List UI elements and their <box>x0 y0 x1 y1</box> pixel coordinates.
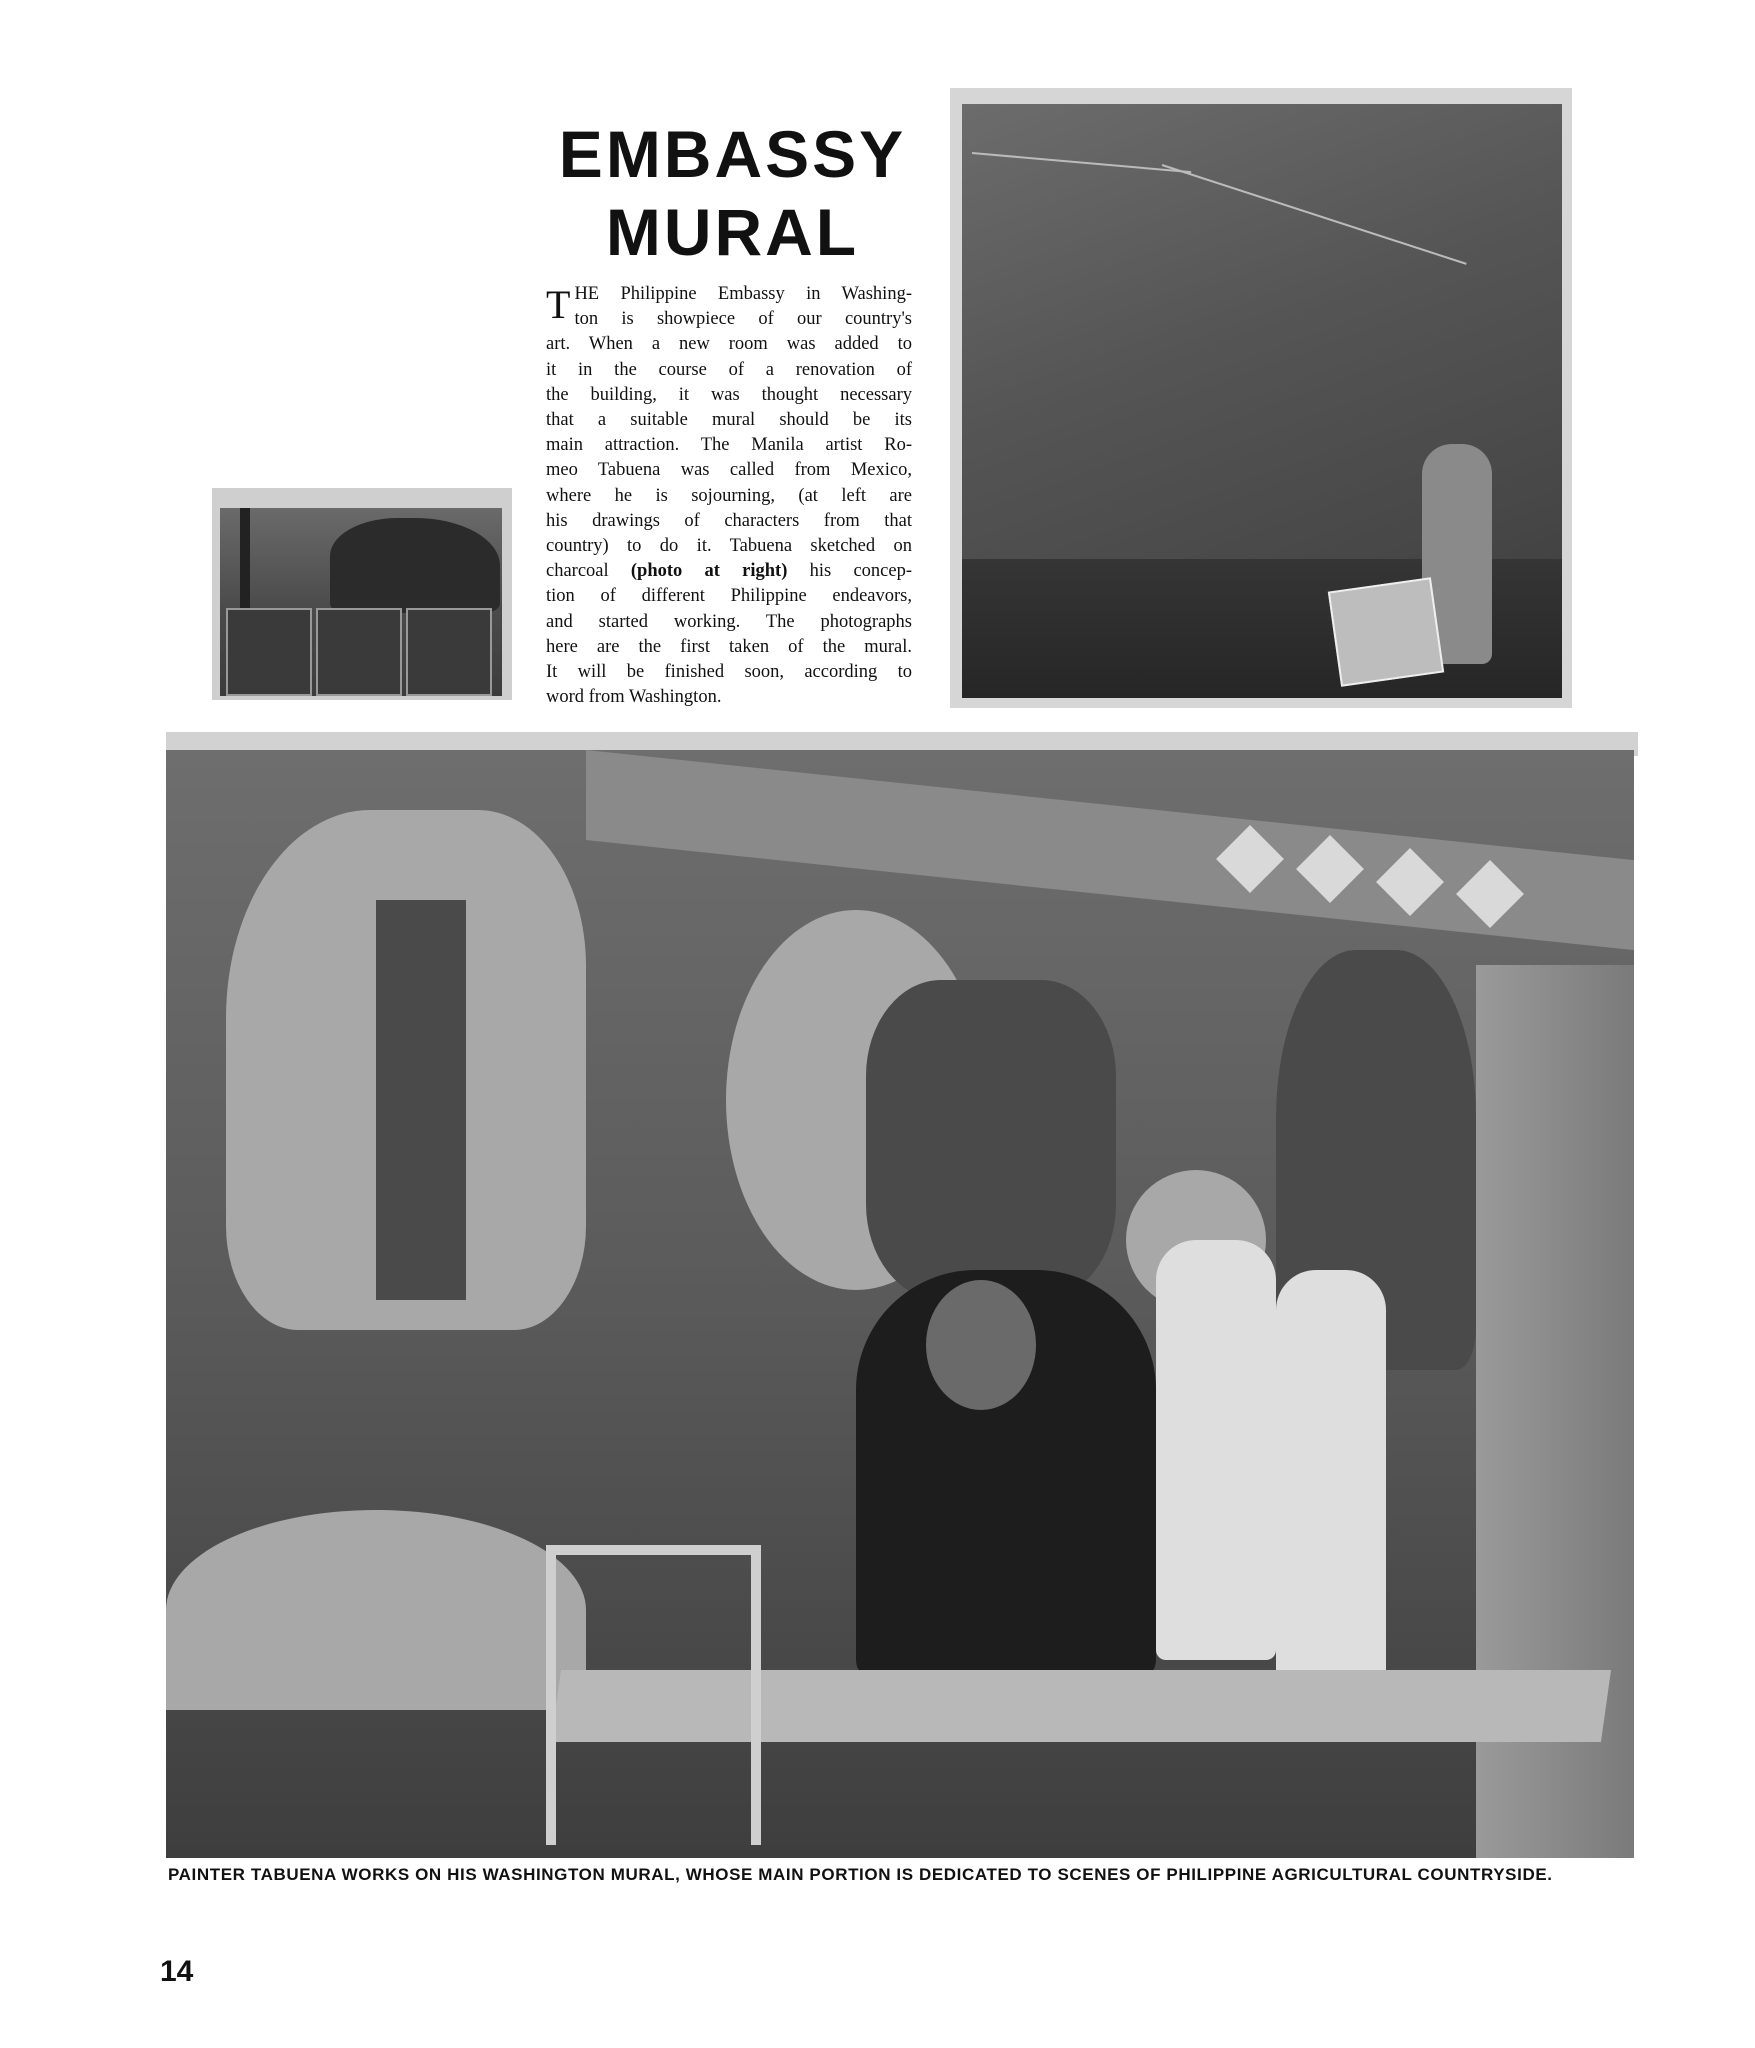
photo-detail-foliage <box>330 518 500 613</box>
body-line: art. When a new room was added to <box>546 334 912 355</box>
photo-detail-painter-head <box>926 1280 1036 1410</box>
charcoal-sketch-photo <box>962 104 1562 698</box>
painter-at-mural-photo <box>166 750 1634 1858</box>
body-line: and started working. The photographs <box>546 611 912 632</box>
body-line: here are the first taken of the mural. <box>546 636 912 657</box>
drawing-panel <box>316 608 402 696</box>
photo-detail-post <box>240 508 250 608</box>
body-line: that a suitable mural should be its <box>546 410 912 431</box>
drawing-panel <box>406 608 492 696</box>
photo-detail-table-frame <box>546 1545 761 1845</box>
mural-figure-light <box>1276 1270 1386 1690</box>
mural-figure-light <box>1156 1240 1276 1660</box>
photo-reference-bold: (photo at right) <box>630 561 788 582</box>
body-line: meo Tabuena was called from Mexico, <box>546 460 912 481</box>
photo-detail-sketch <box>1328 577 1444 687</box>
photo-crease <box>1162 164 1467 265</box>
body-line: ton is showpiece of our country's <box>574 309 912 330</box>
body-text-segment: his concep- <box>787 561 912 582</box>
body-line: country) to do it. Tabuena sketched on <box>546 536 912 557</box>
body-line: his drawings of characters from that <box>546 510 912 531</box>
drawings-photo <box>220 508 502 696</box>
page-number: 14 <box>160 1955 194 1988</box>
drop-cap: T <box>546 282 571 327</box>
article-title <box>540 115 925 271</box>
body-line: main attraction. The Manila artist Ro- <box>546 435 912 456</box>
body-line: the building, it was thought necessary <box>546 384 912 405</box>
mural-figure-shape <box>866 980 1116 1300</box>
body-line: It will be finished soon, according to <box>546 662 912 683</box>
mural-figure-shape <box>376 900 466 1300</box>
title-line-1: EMBASSY <box>558 117 907 191</box>
drawing-panel <box>226 608 312 696</box>
body-line-photo-reference <box>546 559 912 584</box>
photo-caption: PAINTER TABUENA WORKS ON HIS WASHINGTON MURAL, WHOSE MAIN PORTION IS DEDICATED TO SCENES OF PHILIPPINE AGRICULTURAL COUNTRYSIDE. <box>168 1865 1553 1884</box>
title-line-2: MURAL <box>605 195 860 269</box>
body-line: HE Philippine Embassy in Washing- <box>574 284 912 304</box>
photo-detail-beam <box>586 750 1634 956</box>
body-line: where he is sojourning, (at left are <box>546 485 912 506</box>
photo-crease <box>972 152 1191 173</box>
mural-figure-shape <box>166 1510 586 1710</box>
body-text-segment: charcoal <box>546 561 631 582</box>
body-line: word from Washington. <box>546 687 722 708</box>
body-line: tion of different Philippine endeavors, <box>546 586 912 607</box>
article-body <box>546 282 912 710</box>
body-line: it in the course of a renovation of <box>546 359 912 380</box>
